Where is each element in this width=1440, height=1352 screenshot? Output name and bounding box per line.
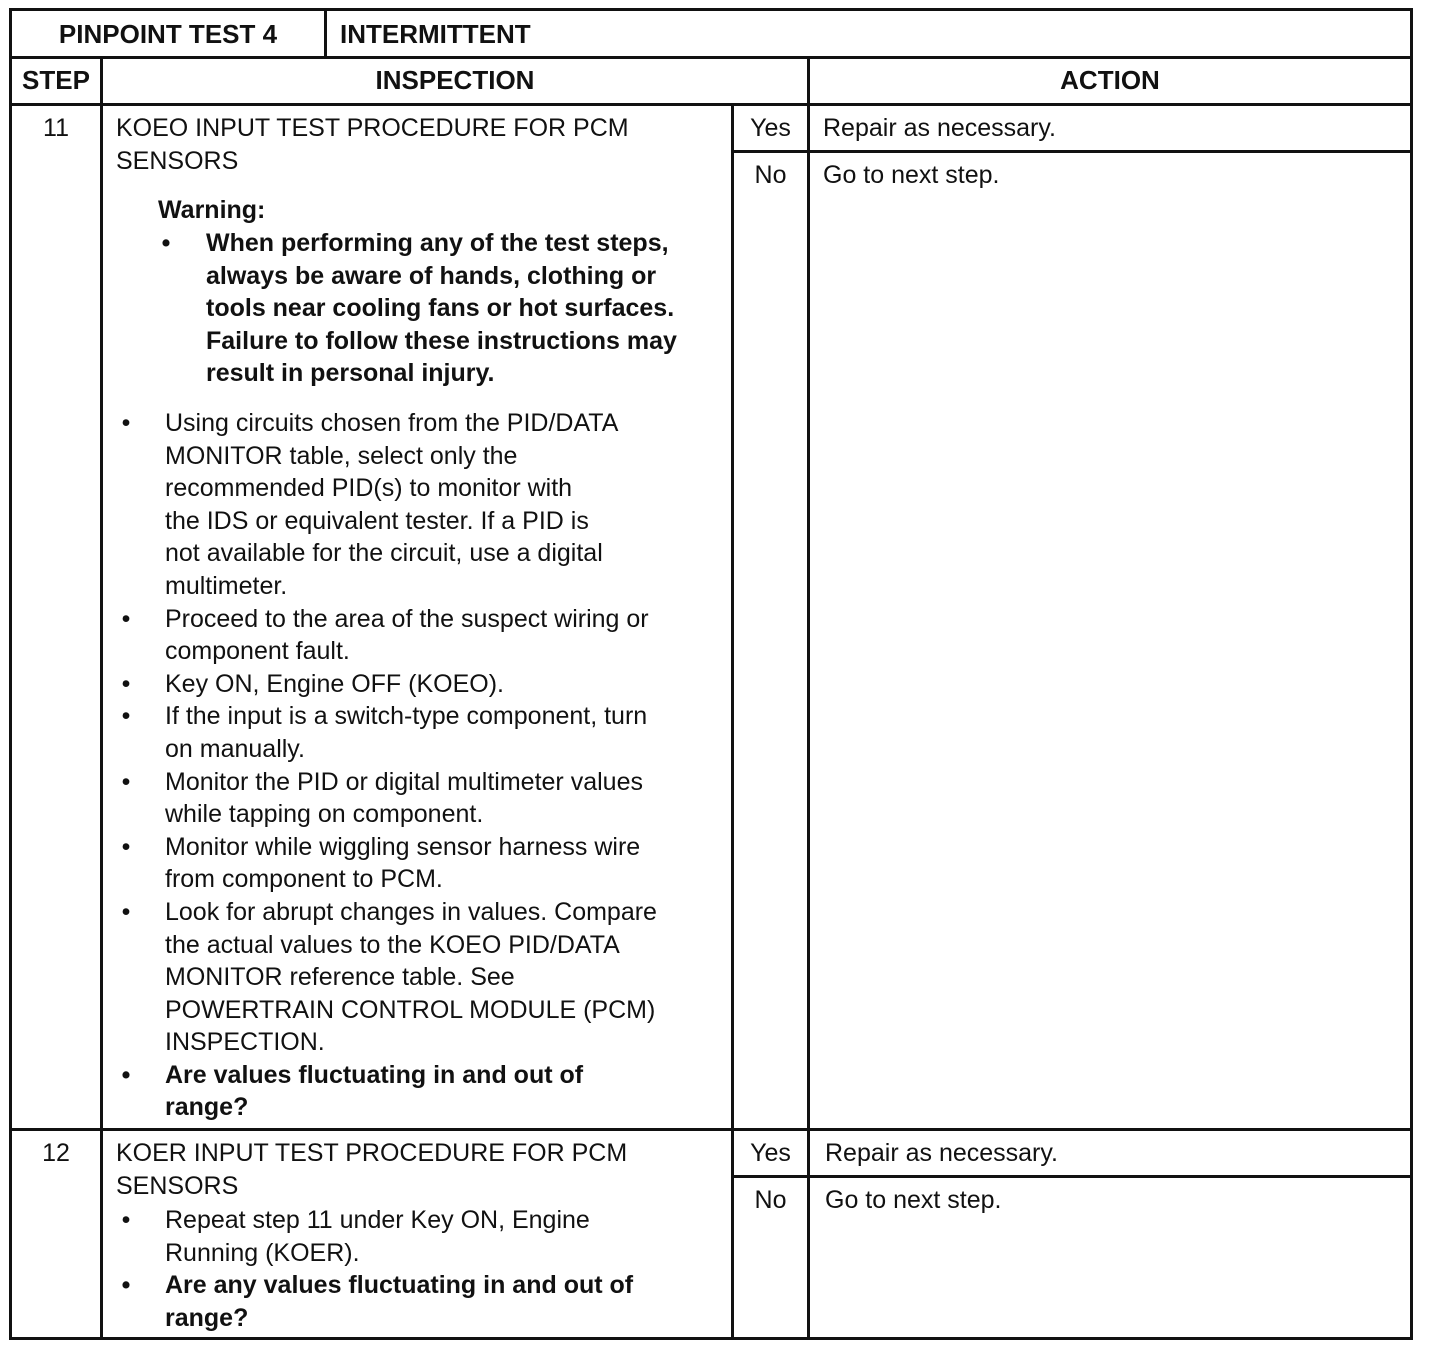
procedure-line: Look for abrupt changes in values. Compare — [165, 897, 657, 926]
procedure-line: POWERTRAIN CONTROL MODULE (PCM) — [165, 995, 656, 1024]
test-number: PINPOINT TEST 4 — [58, 19, 278, 49]
procedure-line: MONITOR reference table. See — [165, 963, 515, 992]
procedure-line: Using circuits chosen from the PID/DATA — [165, 409, 619, 437]
warning-line: When performing any of the test steps, — [206, 229, 669, 257]
yes-action: Repair as necessary. — [823, 114, 1056, 142]
procedure-list — [115, 407, 657, 1124]
bullet-icon: • — [121, 897, 131, 926]
bullet-icon: • — [121, 1271, 131, 1300]
no-action: Go to next step. — [825, 1186, 1002, 1214]
step-title: SENSORS — [116, 1172, 239, 1200]
procedure-line: MONITOR table, select only the — [165, 441, 518, 470]
bullet-icon: • — [121, 669, 131, 698]
no-label: No — [754, 161, 787, 189]
procedure-list — [115, 1204, 633, 1334]
bullet-icon: • — [121, 1060, 131, 1089]
procedure-line: multimeter. — [165, 571, 288, 600]
bullet-icon: • — [121, 1206, 131, 1234]
yes-label: Yes — [750, 114, 791, 142]
test-title: INTERMITTENT — [340, 19, 531, 49]
procedure-line: from component to PCM. — [165, 865, 443, 894]
procedure-line: range? — [165, 1093, 249, 1122]
bullet-icon: • — [161, 229, 171, 257]
procedure-line: Are values fluctuating in and out of — [165, 1060, 584, 1089]
bullet-icon: • — [121, 767, 131, 796]
procedure-line: Monitor the PID or digital multimeter values — [165, 767, 643, 796]
step-number: 12 — [42, 1139, 70, 1167]
step-title: KOEO INPUT TEST PROCEDURE FOR PCM — [116, 114, 629, 142]
procedure-line: If the input is a switch-type component, turn — [165, 702, 648, 731]
procedure-item — [115, 896, 657, 1059]
procedure-question — [115, 1269, 633, 1334]
procedure-item — [115, 1204, 633, 1269]
bullet-icon: • — [121, 409, 131, 437]
procedure-line: while tapping on component. — [165, 800, 484, 829]
procedure-line: range? — [165, 1303, 249, 1332]
procedure-item — [115, 603, 657, 668]
procedure-line: INSPECTION. — [165, 1028, 325, 1057]
procedure-line: Key ON, Engine OFF (KOEO). — [165, 669, 504, 698]
yes-action: Repair as necessary. — [825, 1139, 1058, 1167]
procedure-line: on manually. — [165, 734, 305, 763]
procedure-line: recommended PID(s) to monitor with — [165, 474, 573, 503]
warning-label: Warning: — [158, 196, 266, 224]
warning-item — [158, 227, 677, 390]
procedure-item — [115, 766, 657, 831]
procedure-item — [115, 407, 657, 603]
bullet-icon: • — [121, 832, 131, 861]
warning-list — [158, 227, 677, 390]
procedure-line: the actual values to the KOEO PID/DATA — [165, 930, 620, 959]
bullet-icon: • — [121, 702, 131, 731]
warning-line: Failure to follow these instructions may — [206, 326, 677, 355]
procedure-line: not available for the circuit, use a digital — [165, 539, 603, 568]
procedure-item — [115, 668, 657, 701]
procedure-line: Monitor while wiggling sensor harness wire — [165, 832, 641, 861]
no-label: No — [754, 1186, 787, 1214]
step-title: SENSORS — [116, 147, 239, 175]
column-header-step: STEP — [22, 65, 90, 95]
yes-label: Yes — [750, 1139, 791, 1167]
warning-line: result in personal injury. — [206, 359, 495, 388]
warning-line: always be aware of hands, clothing or — [206, 261, 657, 290]
procedure-line: Running (KOER). — [165, 1238, 360, 1267]
warning-line: tools near cooling fans or hot surfaces. — [206, 294, 675, 323]
step-number: 11 — [43, 114, 69, 142]
bullet-icon: • — [121, 604, 131, 633]
procedure-item — [115, 831, 657, 896]
step-title: KOER INPUT TEST PROCEDURE FOR PCM — [116, 1139, 628, 1167]
column-header-inspection: INSPECTION — [375, 65, 535, 95]
procedure-item — [115, 700, 657, 765]
procedure-line: Repeat step 11 under Key ON, Engine — [165, 1206, 590, 1234]
procedure-line: Proceed to the area of the suspect wiring or — [165, 604, 649, 633]
procedure-question — [115, 1059, 657, 1124]
no-action: Go to next step. — [823, 161, 1000, 189]
column-header-action: ACTION — [1060, 65, 1160, 95]
procedure-line: the IDS or equivalent tester. If a PID is — [165, 506, 589, 535]
procedure-line: component fault. — [165, 637, 350, 666]
procedure-line: Are any values fluctuating in and out of — [165, 1271, 634, 1300]
